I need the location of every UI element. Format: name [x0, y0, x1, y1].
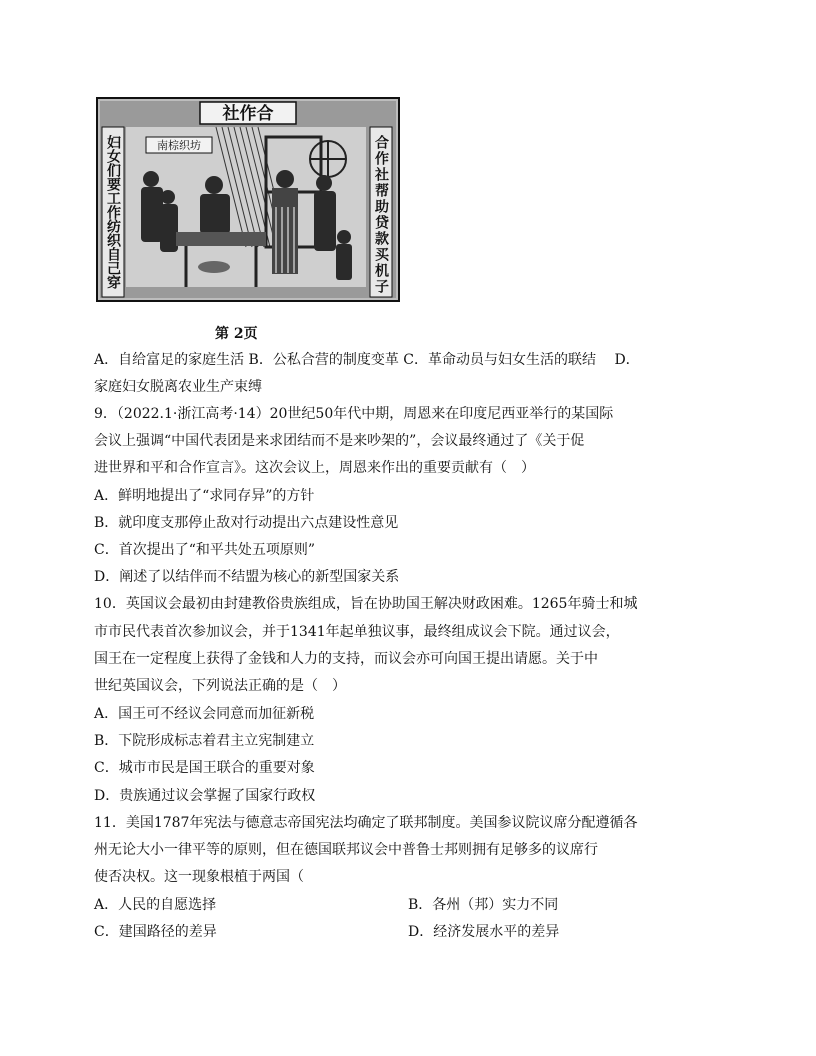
q9-option-b: B．就印度支那停止敌对行动提出六点建设性意见	[94, 515, 399, 531]
q10-option-d: D．贵族通过议会掌握了国家行政权	[94, 788, 316, 804]
q11-stem-line: 使否决权。这一现象根植于两国（	[94, 869, 304, 885]
banner-text: 社作合	[222, 104, 274, 124]
q9-option-a: A．鲜明地提出了“求同存异”的方针	[94, 488, 315, 504]
shop-sign-text: 南棕织坊	[157, 139, 201, 152]
right-couplet-text: 合作社帮助贷款买机子	[373, 135, 389, 295]
q10-stem-line: 国王在一定程度上获得了金钱和人力的支持，而议会亦可向国王提出请愿。关于中	[94, 651, 598, 667]
q10-option-a: A．国王可不经议会同意而加征新税	[94, 706, 315, 722]
q10-stem-line: 市市民代表首次参加议会，并于1341年起单独议事，最终组成议会下院。通过议会，	[94, 624, 620, 640]
q10-stem-line: 10．英国议会最初由封建教俗贵族组成，旨在协助国王解决财政困难。1265年骑士和城	[94, 596, 638, 612]
q11-stem-line: 州无论大小一律平等的原则，但在德国联邦议会中普鲁士邦则拥有足够多的议席行	[94, 842, 598, 858]
q11-option-b: B．各州（邦）实力不同	[408, 897, 559, 913]
q8-options-line-2: 家庭妇女脱离农业生产束缚	[94, 379, 262, 395]
cooperative-woodcut-image	[96, 97, 400, 302]
q10-stem-line: 世纪英国议会，下列说法正确的是（ ）	[94, 678, 346, 694]
q11-option-d: D．经济发展水平的差异	[408, 924, 560, 940]
q11-option-c: C．建国路径的差异	[94, 924, 217, 940]
q8-options-line-1: A．自给富足的家庭生活 B．公私合营的制度变革 C．革命动员与妇女生活的联结 D．	[94, 352, 640, 368]
q9-option-c: C．首次提出了“和平共处五项原则”	[94, 542, 316, 558]
q9-stem-line: 会议上强调“中国代表团是来求团结而不是来吵架的”，会议最终通过了《关于促	[94, 433, 585, 449]
q9-option-d: D．阐述了以结伴而不结盟为核心的新型国家关系	[94, 569, 400, 585]
q11-option-a: A．人民的自愿选择	[94, 897, 217, 913]
q10-option-b: B．下院形成标志着君主立宪制建立	[94, 733, 315, 749]
figure-caption: 第 2页	[215, 326, 258, 342]
q11-stem-line: 11．美国1787年宪法与德意志帝国宪法均确定了联邦制度。美国参议院议席分配遵循各	[94, 815, 638, 831]
q9-stem-line: 进世界和平和合作宣言》。这次会议上，周恩来作出的重要贡献有（ ）	[94, 460, 535, 476]
q9-stem-line: 9．（2022.1·浙江高考·14）20世纪50年代中期，周恩来在印度尼西亚举行的某国际	[94, 406, 614, 422]
left-couplet-text: 妇女们要工作纺织自己穿	[105, 135, 121, 289]
q10-option-c: C．城市市民是国王联合的重要对象	[94, 760, 315, 776]
